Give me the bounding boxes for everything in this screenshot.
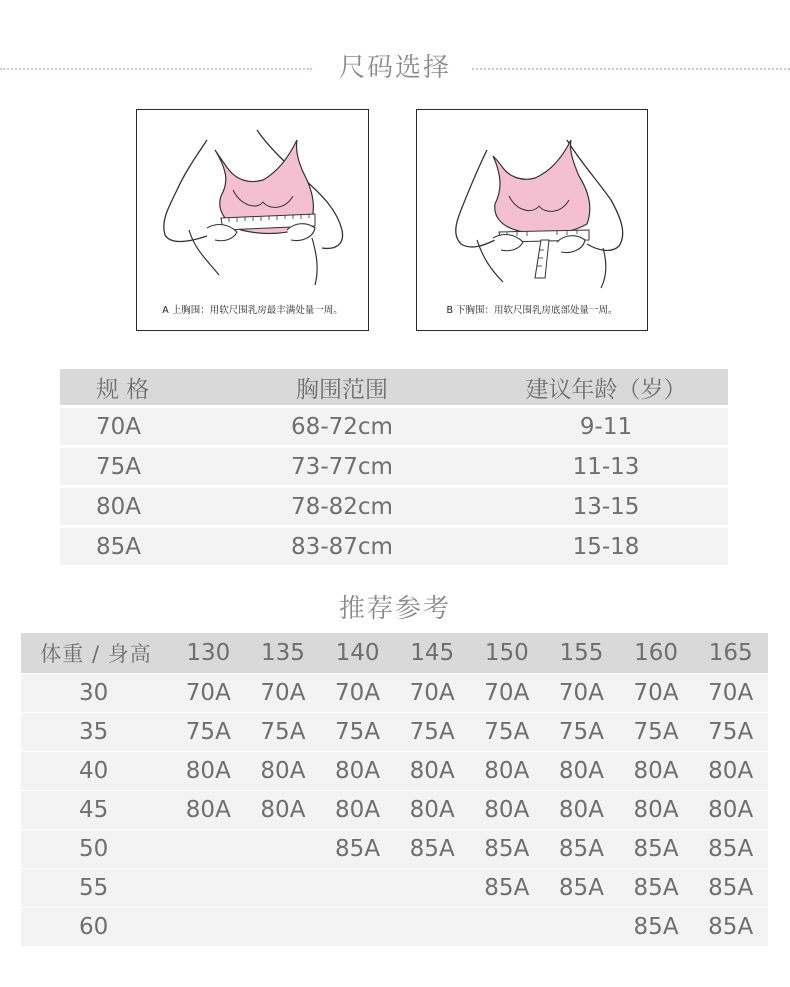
- size-cell: 80A: [60, 485, 252, 525]
- size-cell: 70A: [619, 673, 694, 712]
- size-cell: 80A: [171, 790, 246, 829]
- table-row: [21, 907, 768, 946]
- height-header: 155: [544, 633, 619, 673]
- size-cell: [171, 907, 246, 946]
- table-row: [21, 829, 768, 868]
- size-cell: 75A: [171, 712, 246, 751]
- height-header: 145: [395, 633, 470, 673]
- bust-range-cell: 78-82cm: [252, 485, 432, 525]
- size-cell: 70A: [320, 673, 395, 712]
- size-cell: 85A: [693, 907, 768, 946]
- size-cell: 80A: [544, 790, 619, 829]
- size-cell: [544, 907, 619, 946]
- age-cell: 11-13: [432, 445, 728, 485]
- size-cell: [246, 868, 321, 907]
- header-weight-height: 体重 / 身高: [21, 633, 171, 673]
- size-cell: 85A: [693, 829, 768, 868]
- table-row: [21, 868, 768, 907]
- measure-illustration-upper-bust: [136, 109, 369, 331]
- size-cell: 75A: [320, 712, 395, 751]
- bust-range-cell: 83-87cm: [252, 525, 432, 565]
- rec-table-header-row: [21, 633, 768, 673]
- size-cell: 85A: [395, 829, 470, 868]
- size-cell: 70A: [60, 405, 252, 445]
- table-row: [60, 525, 728, 565]
- age-cell: 9-11: [432, 405, 728, 445]
- size-table: [60, 369, 728, 565]
- size-cell: 70A: [544, 673, 619, 712]
- table-row: [21, 790, 768, 829]
- size-cell: 75A: [470, 712, 545, 751]
- size-cell: 85A: [60, 525, 252, 565]
- size-cell: [171, 829, 246, 868]
- size-cell: 85A: [470, 829, 545, 868]
- size-cell: 75A: [395, 712, 470, 751]
- size-cell: 75A: [619, 712, 694, 751]
- size-cell: [171, 868, 246, 907]
- weight-cell: 30: [21, 673, 171, 712]
- size-cell: 80A: [171, 751, 246, 790]
- weight-cell: 60: [21, 907, 171, 946]
- height-header: 130: [171, 633, 246, 673]
- table-row: [60, 485, 728, 525]
- size-cell: [320, 868, 395, 907]
- size-cell: 75A: [246, 712, 321, 751]
- size-cell: [395, 907, 470, 946]
- size-cell: 85A: [619, 907, 694, 946]
- table-row: [60, 405, 728, 445]
- size-cell: 75A: [60, 445, 252, 485]
- size-cell: 80A: [470, 790, 545, 829]
- table-row: [21, 751, 768, 790]
- size-title-text: 尺码选择: [338, 53, 451, 83]
- height-header: 135: [246, 633, 321, 673]
- age-cell: 15-18: [432, 525, 728, 565]
- recommend-title-text: 推荐参考: [338, 594, 451, 624]
- size-cell: [470, 907, 545, 946]
- size-cell: 80A: [693, 790, 768, 829]
- size-table-header-row: [60, 369, 728, 405]
- header-age: 建议年龄（岁）: [432, 369, 728, 405]
- size-cell: 80A: [395, 790, 470, 829]
- size-cell: 80A: [619, 790, 694, 829]
- table-row: [21, 712, 768, 751]
- size-cell: 80A: [320, 790, 395, 829]
- under-bust-caption: B 下胸围：用软尺围乳房底部处量一周。: [446, 305, 618, 316]
- bust-range-cell: 73-77cm: [252, 445, 432, 485]
- weight-cell: 40: [21, 751, 171, 790]
- size-cell: 75A: [693, 712, 768, 751]
- size-cell: 85A: [320, 829, 395, 868]
- age-cell: 13-15: [432, 485, 728, 525]
- size-cell: [395, 868, 470, 907]
- weight-cell: 35: [21, 712, 171, 751]
- weight-cell: 55: [21, 868, 171, 907]
- size-cell: 80A: [320, 751, 395, 790]
- header-size: 规 格: [60, 369, 252, 405]
- size-cell: 85A: [619, 829, 694, 868]
- height-header: 140: [320, 633, 395, 673]
- recommendation-table: [21, 633, 768, 946]
- size-cell: 75A: [544, 712, 619, 751]
- weight-cell: 50: [21, 829, 171, 868]
- table-row: [60, 445, 728, 485]
- section-title-size: [0, 48, 790, 88]
- header-bust-range: 胸围范围: [252, 369, 432, 405]
- section-title-recommend: [0, 589, 790, 629]
- size-cell: 80A: [693, 751, 768, 790]
- upper-bust-figure-icon: [137, 110, 368, 330]
- size-cell: [246, 907, 321, 946]
- height-header: 150: [470, 633, 545, 673]
- measure-illustration-under-bust: [416, 109, 648, 331]
- weight-cell: 45: [21, 790, 171, 829]
- size-cell: 85A: [544, 829, 619, 868]
- size-cell: 70A: [246, 673, 321, 712]
- height-header: 160: [619, 633, 694, 673]
- size-cell: [246, 829, 321, 868]
- table-row: [21, 673, 768, 712]
- bust-range-cell: 68-72cm: [252, 405, 432, 445]
- size-cell: 80A: [395, 751, 470, 790]
- size-cell: 85A: [544, 868, 619, 907]
- size-cell: 80A: [246, 751, 321, 790]
- height-header: 165: [693, 633, 768, 673]
- upper-bust-caption: A 上胸围：用软尺围乳房最丰满处量一周。: [162, 305, 343, 316]
- size-cell: 70A: [395, 673, 470, 712]
- under-bust-figure-icon: [417, 110, 647, 330]
- size-cell: 80A: [544, 751, 619, 790]
- size-cell: 85A: [470, 868, 545, 907]
- size-cell: 80A: [246, 790, 321, 829]
- size-cell: 70A: [470, 673, 545, 712]
- size-cell: 80A: [470, 751, 545, 790]
- size-cell: 85A: [619, 868, 694, 907]
- size-cell: 70A: [171, 673, 246, 712]
- size-cell: [320, 907, 395, 946]
- size-cell: 85A: [693, 868, 768, 907]
- size-cell: 80A: [619, 751, 694, 790]
- size-cell: 70A: [693, 673, 768, 712]
